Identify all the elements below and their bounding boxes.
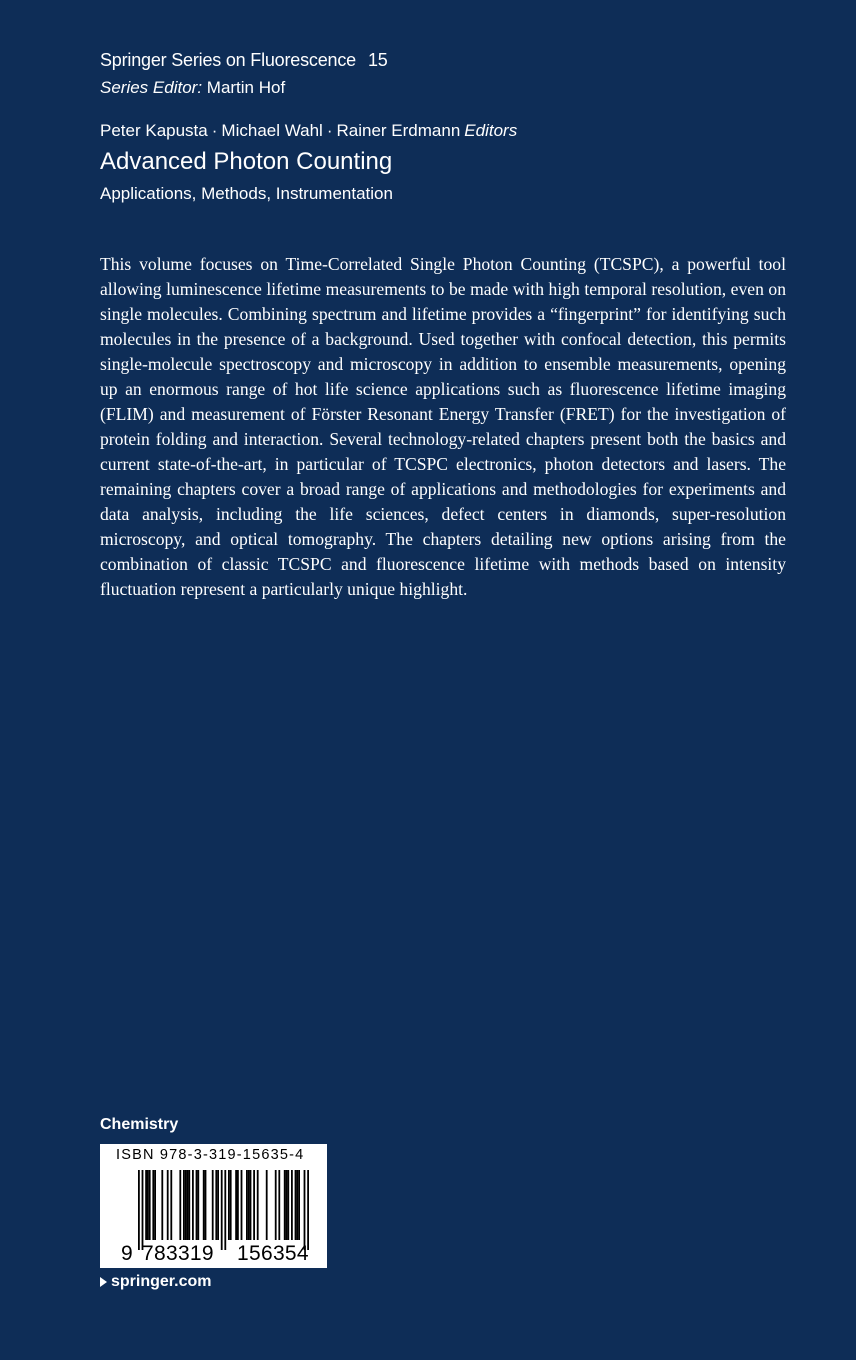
barcode <box>100 1144 327 1268</box>
barcode-bar <box>185 1170 187 1240</box>
barcode-bar <box>192 1170 194 1240</box>
barcode-bar <box>205 1170 207 1240</box>
website-link[interactable] <box>100 1273 211 1291</box>
isbn-label: ISBN 978-3-319-15635-4 <box>116 1147 305 1163</box>
barcode-bar <box>248 1170 250 1240</box>
series-editor <box>100 78 285 98</box>
ean-group-1: 783319 <box>142 1242 214 1265</box>
arrow-right-icon <box>100 1277 107 1287</box>
barcode-bar <box>266 1170 268 1240</box>
barcode-bar <box>241 1170 243 1240</box>
series-line <box>100 50 388 71</box>
barcode-bar <box>221 1170 223 1250</box>
series-name: Springer Series on Fluorescence <box>100 50 356 70</box>
barcode-bar <box>203 1170 205 1240</box>
barcode-bar <box>295 1170 297 1240</box>
barcode-bar <box>212 1170 214 1240</box>
barcode-bar <box>286 1170 288 1240</box>
barcode-bar <box>296 1170 298 1240</box>
barcode-bar <box>154 1170 156 1240</box>
barcode-bar <box>217 1170 219 1240</box>
barcode-bar <box>298 1170 300 1240</box>
series-number: 15 <box>367 50 388 70</box>
barcode-bar <box>161 1170 163 1240</box>
editors-role: Editors <box>464 121 518 140</box>
barcode-bar <box>197 1170 199 1240</box>
barcode-bar <box>152 1170 154 1240</box>
book-subtitle: Applications, Methods, Instrumentation <box>100 184 393 203</box>
subject-label: Chemistry <box>100 1116 179 1133</box>
book-title: Advanced Photon Counting <box>100 148 393 175</box>
barcode-bar <box>196 1170 198 1240</box>
barcode-bar <box>278 1170 280 1240</box>
barcode-bar <box>284 1170 286 1240</box>
barcode-bar <box>291 1170 293 1240</box>
barcode-bar <box>250 1170 252 1240</box>
website-text[interactable]: springer.com <box>111 1273 212 1290</box>
barcode-bar <box>179 1170 181 1240</box>
barcode-bar <box>246 1170 248 1240</box>
barcode-bar <box>237 1170 239 1240</box>
barcode-bar <box>304 1170 306 1250</box>
editor-name: Peter Kapusta <box>100 121 208 140</box>
editor-name: Rainer Erdmann <box>336 121 461 140</box>
barcode-bar <box>170 1170 172 1240</box>
barcode-bar <box>215 1170 217 1240</box>
barcode-bar <box>145 1170 147 1240</box>
barcode-bar <box>230 1170 232 1240</box>
barcode-bar <box>224 1170 226 1250</box>
barcode-bar <box>147 1170 149 1240</box>
series-editor-label: Series Editor: <box>100 78 203 97</box>
barcode-bar <box>188 1170 190 1240</box>
barcode-bar <box>228 1170 230 1240</box>
barcode-bar <box>167 1170 169 1240</box>
editor-separator: · <box>211 121 218 140</box>
barcode-bar <box>187 1170 189 1240</box>
barcode-bar <box>183 1170 185 1240</box>
barcode-bar <box>257 1170 259 1240</box>
series-editor-name: Martin Hof <box>206 78 286 97</box>
editor-separator: · <box>326 121 333 140</box>
barcode-bar <box>142 1170 144 1250</box>
barcode-bar <box>287 1170 289 1240</box>
barcode-bar <box>253 1170 255 1240</box>
barcode-bar <box>149 1170 151 1240</box>
barcode-bar <box>275 1170 277 1240</box>
ean-group-2: 156354 <box>237 1242 309 1265</box>
editor-name: Michael Wahl <box>221 121 323 140</box>
editors-line <box>100 121 517 141</box>
barcode-bar <box>138 1170 140 1250</box>
ean-lead-digit: 9 <box>121 1242 133 1265</box>
barcode-bar <box>307 1170 309 1250</box>
barcode-bar <box>235 1170 237 1240</box>
blurb-text: This volume focuses on Time-Correlated Single Photon Counting (TCSPC), a powerful tool allowing luminescence lifetime measurements to be made with high temporal resolution, even on single molecules. Combining spectrum and lifetime provides a “fingerprint” for identifying such molecules in the presence of a background. Used together with confocal detection, this permits single-molecule spectroscopy and microscopy in addition to ensemble measurements, opening up an enormous range of hot life science applications such as fluorescence lifetime imaging (FLIM) and measurement of Förster Resonant Energy Transfer (FRET) for the investigation of protein folding and interaction. Several technology-related chapters present both the basics and current state-of-the-art, in particular of TCSPC electronics, photon detectors and lasers. The remaining chapters cover a broad range of applications and methodologies for experiments and data analysis, including the life sciences, defect centers in diamonds, super-resolution microscopy, and optical tomography. The chapters detailing new options arising from the combination of classic TCSPC and fluorescence lifetime with methods based on intensity fluctuation represent a particularly unique highlight. <box>100 254 786 599</box>
